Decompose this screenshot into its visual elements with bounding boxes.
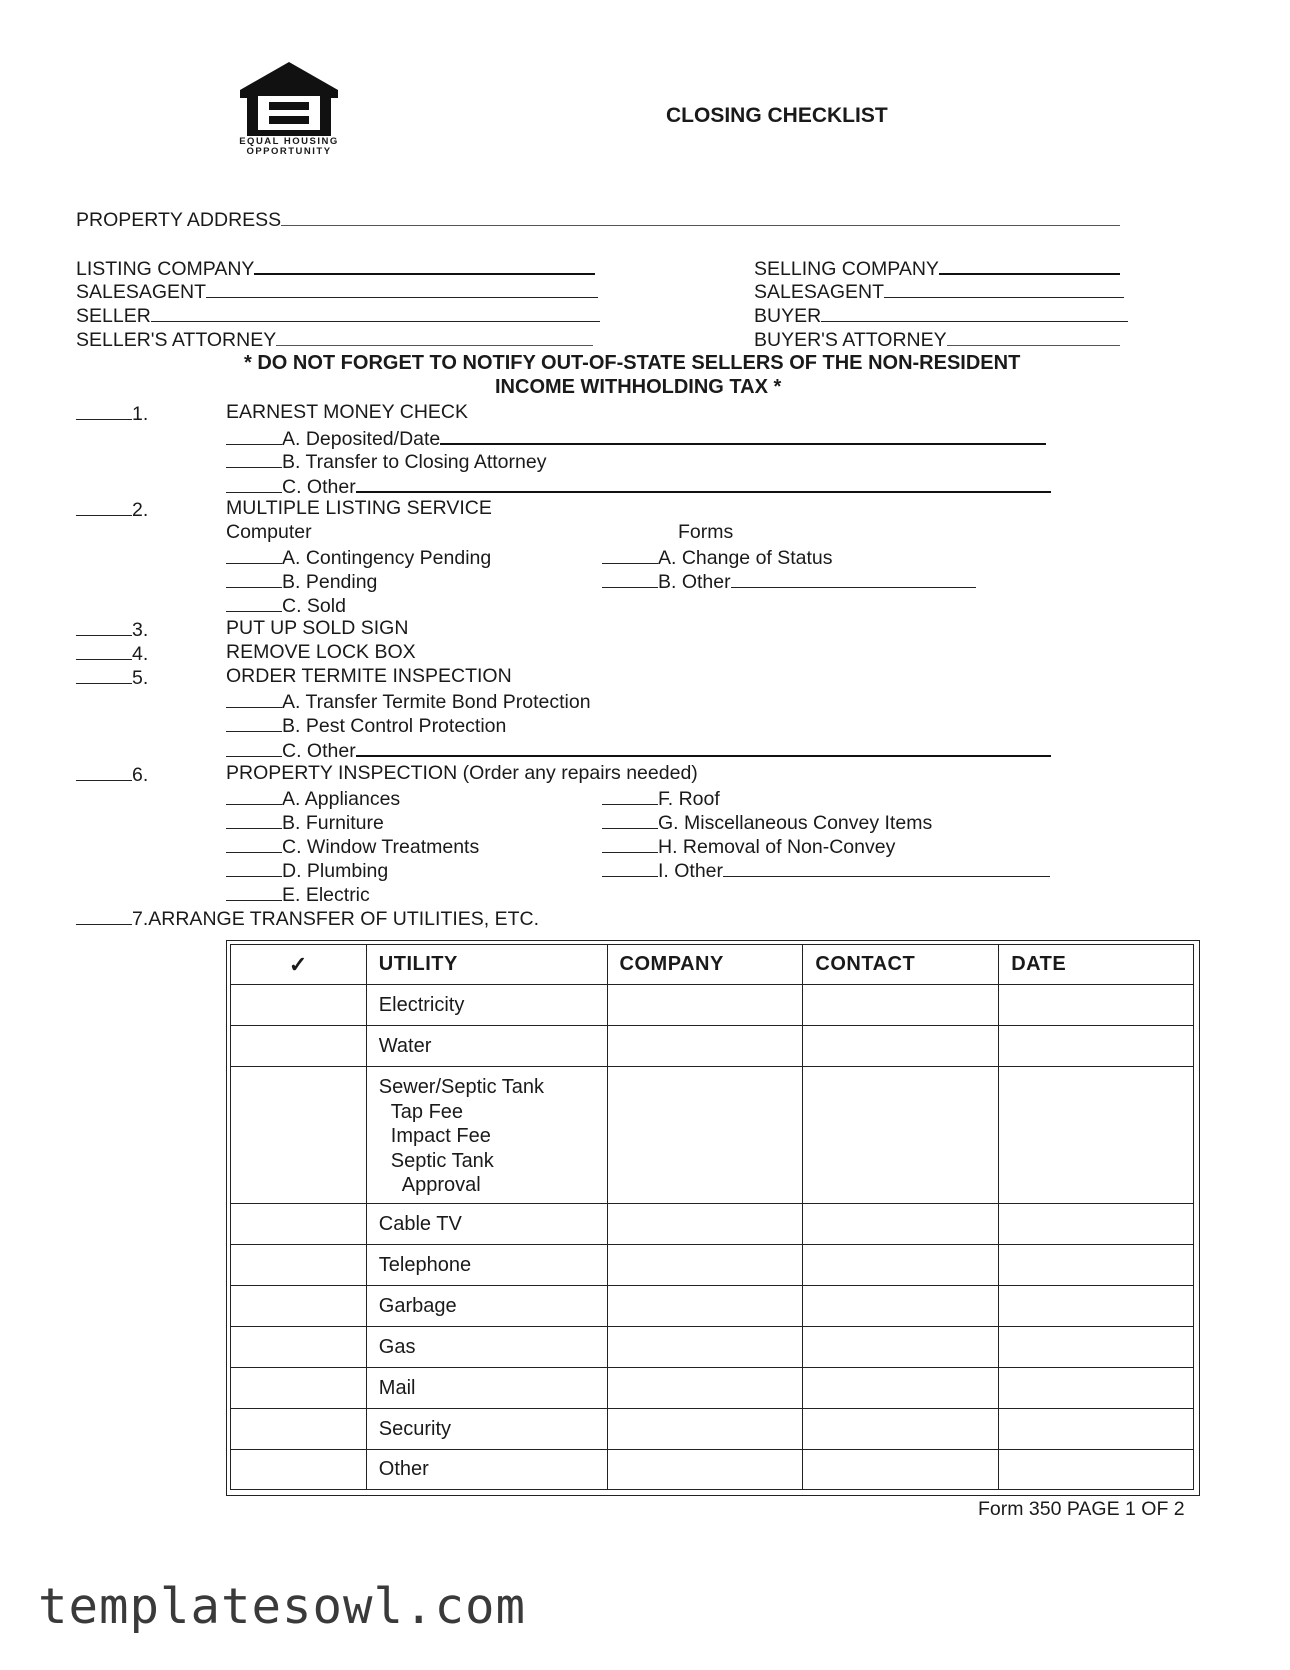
page-title: CLOSING CHECKLIST (666, 104, 888, 127)
item-6b-label: B. Furniture (282, 812, 384, 834)
item-3-check-line[interactable] (76, 617, 132, 636)
item-2fa-check-line[interactable] (602, 545, 658, 564)
item-5a-label: A. Transfer Termite Bond Protection (282, 691, 591, 713)
item-1a-label: A. Deposited/Date (282, 428, 441, 450)
contact-cell[interactable] (803, 1026, 999, 1067)
logo-caption-line1: EQUAL HOUSING (239, 136, 339, 147)
utility-cell: Gas (366, 1327, 607, 1368)
item-6i[interactable] (602, 858, 1050, 882)
utility-cell: Mail (366, 1368, 607, 1409)
listing-company-field[interactable] (76, 255, 595, 280)
item-1-number[interactable] (76, 401, 148, 425)
property-address-label: PROPERTY ADDRESS (76, 209, 282, 231)
selling-company-field[interactable] (754, 255, 1120, 280)
item-2cc-label: C. Sold (282, 595, 346, 617)
item-4-num: 4. (132, 643, 149, 665)
notice-line-2: INCOME WITHHOLDING TAX * (495, 376, 782, 398)
item-2-number[interactable] (76, 497, 148, 521)
item-2ca-check-line[interactable] (226, 545, 282, 564)
item-2-check-line[interactable] (76, 497, 132, 516)
item-2fb-label: B. Other (658, 571, 731, 593)
item-6h-label: H. Removal of Non-Convey (658, 836, 896, 858)
item-4-number[interactable] (76, 641, 148, 665)
check-cell[interactable] (231, 985, 367, 1026)
item-7-title: ARRANGE TRANSFER OF UTILITIES, ETC. (148, 908, 540, 930)
item-3-number[interactable] (76, 617, 148, 641)
item-6i-label: I. Other (658, 860, 724, 882)
item-5-check-line[interactable] (76, 665, 132, 684)
salesagent-right-line[interactable] (884, 279, 1124, 298)
item-5b-label: B. Pest Control Protection (282, 715, 507, 737)
check-cell[interactable] (231, 1409, 367, 1450)
date-cell[interactable] (999, 1368, 1194, 1409)
check-cell[interactable] (231, 1368, 367, 1409)
company-cell[interactable] (607, 1327, 803, 1368)
property-address-field[interactable] (76, 207, 1120, 231)
item-2-forms-a[interactable] (602, 545, 833, 569)
sewer-line-1: Sewer/Septic Tank (378, 1076, 545, 1098)
item-6a-check-line[interactable] (226, 786, 282, 805)
watermark: templatesowl.com (38, 1578, 527, 1635)
utility-cell: Garbage (366, 1286, 607, 1327)
item-6i-check-line[interactable] (602, 858, 658, 877)
item-5-num: 5. (132, 667, 149, 689)
utility-cell: Telephone (366, 1245, 607, 1286)
item-1b[interactable] (226, 449, 546, 473)
item-1-check-line[interactable] (76, 401, 132, 420)
utility-header: UTILITY (366, 945, 607, 985)
salesagent-right-label: SALESAGENT (754, 281, 885, 303)
item-2fb-check-line[interactable] (602, 569, 658, 588)
item-7-check-line[interactable] (76, 906, 132, 925)
item-2-title: MULTIPLE LISTING SERVICE (226, 497, 492, 519)
item-2-num: 2. (132, 499, 149, 521)
utility-table (230, 944, 1194, 1490)
item-6h[interactable] (602, 834, 895, 858)
salesagent-left-field[interactable] (76, 279, 598, 303)
item-6b-check-line[interactable] (226, 810, 282, 829)
item-6c-check-line[interactable] (226, 834, 282, 853)
buyers-attorney-label: BUYER'S ATTORNEY (754, 329, 947, 351)
seller-field[interactable] (76, 303, 600, 327)
company-cell[interactable] (607, 1204, 803, 1245)
date-cell[interactable] (999, 1327, 1194, 1368)
contact-cell[interactable] (803, 1067, 999, 1204)
page-footer: Form 350 PAGE 1 OF 2 (978, 1498, 1185, 1520)
item-6-check-line[interactable] (76, 762, 132, 781)
item-2cb-label: B. Pending (282, 571, 378, 593)
item-6c[interactable] (226, 834, 479, 858)
item-6e-label: E. Electric (282, 884, 370, 906)
item-5c[interactable] (226, 737, 1051, 762)
item-5c-check-line[interactable] (226, 738, 282, 757)
item-6e[interactable] (226, 882, 370, 906)
date-cell[interactable] (999, 1286, 1194, 1327)
item-6g-check-line[interactable] (602, 810, 658, 829)
item-1-num: 1. (132, 403, 149, 425)
selling-company-label: SELLING COMPANY (754, 258, 939, 280)
item-1c-label: C. Other (282, 476, 356, 498)
utility-cell: Cable TV (366, 1204, 607, 1245)
company-cell[interactable] (607, 1067, 803, 1204)
buyer-field[interactable] (754, 303, 1128, 327)
item-6g[interactable] (602, 810, 932, 834)
item-3-num: 3. (132, 619, 149, 641)
sellers-attorney-field[interactable] (76, 327, 593, 351)
utility-cell (366, 1067, 607, 1204)
item-5-number[interactable] (76, 665, 148, 689)
item-6c-label: C. Window Treatments (282, 836, 480, 858)
contact-cell[interactable] (803, 1286, 999, 1327)
check-cell[interactable] (231, 1286, 367, 1327)
sewer-line-4: Septic Tank (390, 1149, 494, 1172)
date-header: DATE (999, 945, 1194, 985)
item-5a[interactable] (226, 689, 591, 713)
date-cell[interactable] (999, 1204, 1194, 1245)
date-cell[interactable] (999, 1026, 1194, 1067)
item-5c-label: C. Other (282, 740, 356, 762)
item-5b[interactable] (226, 713, 506, 737)
item-6i-line[interactable] (723, 858, 1050, 877)
utility-cell: Other (366, 1450, 607, 1490)
item-6a-label: A. Appliances (282, 788, 401, 810)
salesagent-left-label: SALESAGENT (76, 281, 207, 303)
item-6f-check-line[interactable] (602, 786, 658, 805)
company-cell[interactable] (607, 1026, 803, 1067)
check-cell[interactable] (231, 1026, 367, 1067)
item-6b[interactable] (226, 810, 384, 834)
item-6f-label: F. Roof (658, 788, 720, 810)
company-cell[interactable] (607, 1368, 803, 1409)
item-7[interactable] (76, 906, 539, 930)
item-1-title: EARNEST MONEY CHECK (226, 401, 468, 423)
utility-cell: Water (366, 1026, 607, 1067)
table-row (231, 1368, 1194, 1409)
listing-company-line[interactable] (254, 255, 595, 275)
contact-cell[interactable] (803, 985, 999, 1026)
table-header-row (231, 945, 1194, 985)
salesagent-right-field[interactable] (754, 279, 1124, 303)
item-2fb-line[interactable] (731, 569, 976, 588)
item-1c-line[interactable] (356, 473, 1051, 493)
buyers-attorney-line[interactable] (947, 327, 1120, 346)
notice-line-1: * DO NOT FORGET TO NOTIFY OUT-OF-STATE SELLERS OF THE NON-RESIDENT (244, 352, 1021, 374)
item-6d-label: D. Plumbing (282, 860, 389, 882)
listing-company-label: LISTING COMPANY (76, 258, 255, 280)
item-4-check-line[interactable] (76, 641, 132, 660)
buyer-label: BUYER (754, 305, 822, 327)
seller-label: SELLER (76, 305, 151, 327)
check-cell[interactable] (231, 1245, 367, 1286)
company-cell[interactable] (607, 1409, 803, 1450)
item-1a[interactable] (226, 425, 1046, 450)
item-2cc-check-line[interactable] (226, 593, 282, 612)
contact-header: CONTACT (803, 945, 999, 985)
item-5b-check-line[interactable] (226, 713, 282, 732)
item-4-title: REMOVE LOCK BOX (226, 641, 416, 663)
item-6a[interactable] (226, 786, 400, 810)
table-row (231, 1450, 1194, 1490)
company-cell[interactable] (607, 1245, 803, 1286)
item-2-forms-heading: Forms (678, 521, 734, 543)
property-address-line[interactable] (281, 207, 1120, 226)
item-2-computer-a[interactable] (226, 545, 491, 569)
utility-cell: Security (366, 1409, 607, 1450)
sewer-line-2: Tap Fee (390, 1100, 464, 1123)
table-row (231, 1327, 1194, 1368)
item-2cb-check-line[interactable] (226, 569, 282, 588)
item-6-title: PROPERTY INSPECTION (Order any repairs needed) (226, 762, 698, 784)
contact-cell[interactable] (803, 1450, 999, 1490)
item-1b-check-line[interactable] (226, 449, 282, 468)
check-header: ✓ (231, 945, 367, 985)
item-3-title: PUT UP SOLD SIGN (226, 617, 409, 639)
item-6f[interactable] (602, 786, 720, 810)
item-6-num: 6. (132, 764, 149, 786)
item-2-computer-c[interactable] (226, 593, 346, 617)
buyer-line[interactable] (821, 303, 1128, 322)
salesagent-left-line[interactable] (206, 279, 598, 298)
date-cell[interactable] (999, 985, 1194, 1026)
check-cell[interactable] (231, 1450, 367, 1490)
check-cell[interactable] (231, 1204, 367, 1245)
table-row (231, 1286, 1194, 1327)
sewer-line-3: Impact Fee (390, 1125, 491, 1147)
item-6d-check-line[interactable] (226, 858, 282, 877)
date-cell[interactable] (999, 1409, 1194, 1450)
table-row (231, 1245, 1194, 1286)
contact-cell[interactable] (803, 1245, 999, 1286)
item-1a-line[interactable] (440, 425, 1046, 445)
logo-caption-line2: OPPORTUNITY (246, 146, 332, 157)
item-1c-check-line[interactable] (226, 474, 282, 493)
sewer-line-5: Approval (401, 1174, 481, 1196)
contact-cell[interactable] (803, 1368, 999, 1409)
utility-cell: Electricity (366, 985, 607, 1026)
date-cell[interactable] (999, 1245, 1194, 1286)
item-7-num: 7. (132, 908, 149, 930)
date-cell[interactable] (999, 1450, 1194, 1490)
item-5a-check-line[interactable] (226, 689, 282, 708)
item-2-computer-heading: Computer (226, 521, 312, 543)
item-2ca-label: A. Contingency Pending (282, 547, 492, 569)
item-2fa-label: A. Change of Status (658, 547, 833, 569)
item-6h-check-line[interactable] (602, 834, 658, 853)
table-row (231, 1026, 1194, 1067)
check-cell[interactable] (231, 1327, 367, 1368)
company-cell[interactable] (607, 1286, 803, 1327)
company-cell[interactable] (607, 1450, 803, 1490)
item-6e-check-line[interactable] (226, 882, 282, 901)
item-1c[interactable] (226, 473, 1051, 498)
logo-caption (236, 137, 342, 157)
item-2-forms-b[interactable] (602, 569, 976, 593)
sellers-attorney-label: SELLER'S ATTORNEY (76, 329, 277, 351)
company-header: COMPANY (607, 945, 803, 985)
item-2-computer-b[interactable] (226, 569, 377, 593)
table-row (231, 985, 1194, 1026)
contact-cell[interactable] (803, 1204, 999, 1245)
item-6g-label: G. Miscellaneous Convey Items (658, 812, 933, 834)
buyers-attorney-field[interactable] (754, 327, 1120, 351)
selling-company-line[interactable] (939, 255, 1120, 275)
date-cell[interactable] (999, 1067, 1194, 1204)
item-6-number[interactable] (76, 762, 148, 786)
sellers-attorney-line[interactable] (276, 327, 593, 346)
company-cell[interactable] (607, 985, 803, 1026)
item-1a-check-line[interactable] (226, 426, 282, 445)
check-cell[interactable] (231, 1067, 367, 1204)
item-1b-label: B. Transfer to Closing Attorney (282, 451, 547, 473)
contact-cell[interactable] (803, 1327, 999, 1368)
item-6d[interactable] (226, 858, 388, 882)
contact-cell[interactable] (803, 1409, 999, 1450)
table-row (231, 1409, 1194, 1450)
table-row (231, 1204, 1194, 1245)
table-row (231, 1067, 1194, 1204)
seller-line[interactable] (151, 303, 600, 322)
item-5-title: ORDER TERMITE INSPECTION (226, 665, 512, 687)
item-5c-line[interactable] (356, 737, 1051, 757)
